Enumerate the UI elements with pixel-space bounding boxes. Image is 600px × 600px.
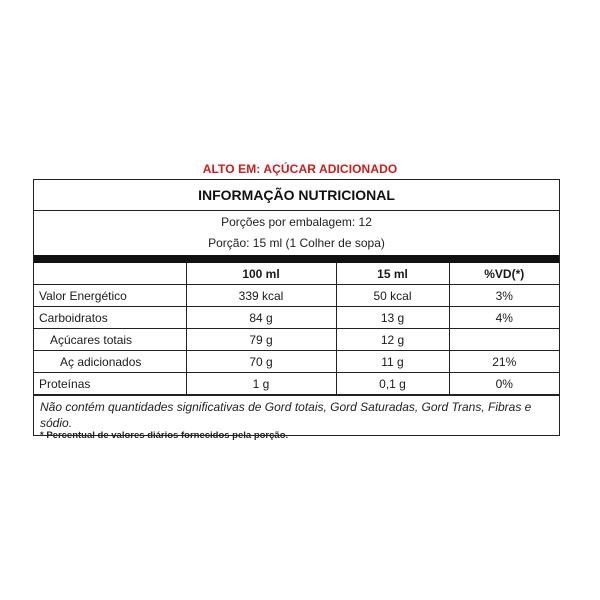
daily-value-percent: 21% bbox=[449, 351, 559, 373]
daily-value-percent: 0% bbox=[449, 373, 559, 395]
insignificant-amounts-note: Não contém quantidades significativas de Gord totais, Gord Saturadas, Gord Trans, Fibras e sódio. bbox=[34, 395, 559, 435]
daily-value-percent bbox=[449, 329, 559, 351]
value-per-100ml: 339 kcal bbox=[186, 285, 336, 307]
table-row bbox=[34, 373, 559, 395]
table-row bbox=[34, 285, 559, 307]
nutrient-name: Proteínas bbox=[34, 373, 186, 395]
daily-value-percent: 3% bbox=[449, 285, 559, 307]
header-divider-bar bbox=[34, 255, 559, 263]
table-row bbox=[34, 351, 559, 373]
nutrition-title: INFORMAÇÃO NUTRICIONAL bbox=[34, 180, 559, 211]
value-per-portion: 12 g bbox=[336, 329, 449, 351]
value-per-portion: 11 g bbox=[336, 351, 449, 373]
daily-value-percent: 4% bbox=[449, 307, 559, 329]
value-per-100ml: 84 g bbox=[186, 307, 336, 329]
nutrient-table bbox=[34, 263, 559, 395]
column-header-per-100ml: 100 ml bbox=[186, 263, 336, 285]
serving-size: Porção: 15 ml (1 Colher de sopa) bbox=[208, 236, 385, 250]
high-sugar-warning: ALTO EM: AÇÚCAR ADICIONADO bbox=[202, 162, 398, 176]
nutrient-name: Açúcares totais bbox=[34, 329, 186, 351]
column-header-nutrient bbox=[34, 263, 186, 285]
value-per-portion: 13 g bbox=[336, 307, 449, 329]
nutrient-name: Aç adicionados bbox=[34, 351, 186, 373]
column-header-per-portion: 15 ml bbox=[336, 263, 449, 285]
table-row bbox=[34, 329, 559, 351]
value-per-100ml: 79 g bbox=[186, 329, 336, 351]
column-header-daily-value: %VD(*) bbox=[449, 263, 559, 285]
table-header-row bbox=[34, 263, 559, 285]
table-row bbox=[34, 307, 559, 329]
value-per-100ml: 70 g bbox=[186, 351, 336, 373]
nutrient-name: Valor Energético bbox=[34, 285, 186, 307]
servings-per-package: Porções por embalagem: 12 bbox=[221, 215, 372, 229]
serving-info bbox=[34, 211, 559, 255]
value-per-portion: 0,1 g bbox=[336, 373, 449, 395]
nutrient-name: Carboidratos bbox=[34, 307, 186, 329]
nutrition-facts-table bbox=[33, 179, 560, 436]
daily-value-footnote: * Percentual de valores diários fornecidos pela porção. bbox=[40, 430, 289, 441]
value-per-100ml: 1 g bbox=[186, 373, 336, 395]
value-per-portion: 50 kcal bbox=[336, 285, 449, 307]
